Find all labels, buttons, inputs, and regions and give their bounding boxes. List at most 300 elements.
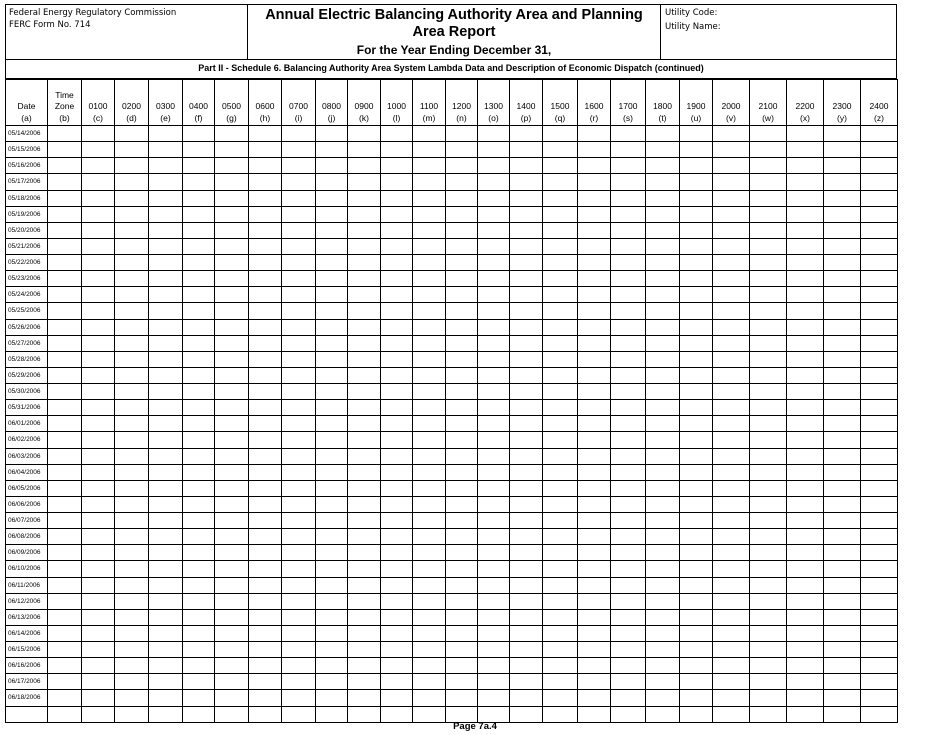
lambda-value-cell[interactable] xyxy=(478,126,510,142)
lambda-value-cell[interactable] xyxy=(611,367,646,383)
lambda-value-cell[interactable] xyxy=(510,158,543,174)
lambda-value-cell[interactable] xyxy=(824,158,861,174)
lambda-value-cell[interactable] xyxy=(750,126,787,142)
lambda-value-cell[interactable] xyxy=(543,222,578,238)
lambda-value-cell[interactable] xyxy=(381,303,413,319)
lambda-value-cell[interactable] xyxy=(478,190,510,206)
lambda-value-cell[interactable] xyxy=(282,609,316,625)
lambda-value-cell[interactable] xyxy=(478,400,510,416)
lambda-value-cell[interactable] xyxy=(787,238,824,254)
lambda-value-cell[interactable] xyxy=(183,287,215,303)
lambda-value-cell[interactable] xyxy=(348,464,381,480)
lambda-value-cell[interactable] xyxy=(348,642,381,658)
lambda-value-cell[interactable] xyxy=(510,206,543,222)
lambda-value-cell[interactable] xyxy=(478,142,510,158)
lambda-value-cell[interactable] xyxy=(348,400,381,416)
lambda-value-cell[interactable] xyxy=(646,319,680,335)
lambda-value-cell[interactable] xyxy=(713,529,750,545)
lambda-value-cell[interactable] xyxy=(282,577,316,593)
lambda-value-cell[interactable] xyxy=(824,400,861,416)
lambda-value-cell[interactable] xyxy=(543,255,578,271)
lambda-value-cell[interactable] xyxy=(215,609,249,625)
lambda-value-cell[interactable] xyxy=(750,400,787,416)
time-zone-cell[interactable] xyxy=(48,690,82,706)
lambda-value-cell[interactable] xyxy=(183,593,215,609)
lambda-value-cell[interactable] xyxy=(478,255,510,271)
lambda-value-cell[interactable] xyxy=(611,464,646,480)
lambda-value-cell[interactable] xyxy=(316,496,348,512)
lambda-value-cell[interactable] xyxy=(478,642,510,658)
lambda-value-cell[interactable] xyxy=(713,561,750,577)
lambda-value-cell[interactable] xyxy=(149,690,183,706)
lambda-value-cell[interactable] xyxy=(787,432,824,448)
lambda-value-cell[interactable] xyxy=(578,158,611,174)
lambda-value-cell[interactable] xyxy=(750,287,787,303)
lambda-value-cell[interactable] xyxy=(82,577,115,593)
lambda-value-cell[interactable] xyxy=(787,464,824,480)
lambda-value-cell[interactable] xyxy=(478,496,510,512)
lambda-value-cell[interactable] xyxy=(82,271,115,287)
lambda-value-cell[interactable] xyxy=(149,367,183,383)
lambda-value-cell[interactable] xyxy=(115,174,149,190)
lambda-value-cell[interactable] xyxy=(578,480,611,496)
lambda-value-cell[interactable] xyxy=(713,367,750,383)
lambda-value-cell[interactable] xyxy=(82,561,115,577)
lambda-value-cell[interactable] xyxy=(249,432,282,448)
lambda-value-cell[interactable] xyxy=(611,400,646,416)
lambda-value-cell[interactable] xyxy=(611,642,646,658)
lambda-value-cell[interactable] xyxy=(543,351,578,367)
lambda-value-cell[interactable] xyxy=(183,545,215,561)
lambda-value-cell[interactable] xyxy=(646,335,680,351)
lambda-value-cell[interactable] xyxy=(787,706,824,722)
lambda-value-cell[interactable] xyxy=(183,174,215,190)
lambda-value-cell[interactable] xyxy=(115,625,149,641)
lambda-value-cell[interactable] xyxy=(381,577,413,593)
lambda-value-cell[interactable] xyxy=(82,335,115,351)
lambda-value-cell[interactable] xyxy=(413,384,446,400)
lambda-value-cell[interactable] xyxy=(861,577,898,593)
lambda-value-cell[interactable] xyxy=(611,271,646,287)
lambda-value-cell[interactable] xyxy=(713,690,750,706)
time-zone-cell[interactable] xyxy=(48,513,82,529)
lambda-value-cell[interactable] xyxy=(446,367,478,383)
lambda-value-cell[interactable] xyxy=(646,351,680,367)
lambda-value-cell[interactable] xyxy=(824,190,861,206)
lambda-value-cell[interactable] xyxy=(713,206,750,222)
lambda-value-cell[interactable] xyxy=(348,190,381,206)
lambda-value-cell[interactable] xyxy=(478,416,510,432)
lambda-value-cell[interactable] xyxy=(183,496,215,512)
lambda-value-cell[interactable] xyxy=(249,561,282,577)
lambda-value-cell[interactable] xyxy=(183,271,215,287)
lambda-value-cell[interactable] xyxy=(249,222,282,238)
lambda-value-cell[interactable] xyxy=(115,706,149,722)
lambda-value-cell[interactable] xyxy=(824,271,861,287)
lambda-value-cell[interactable] xyxy=(611,142,646,158)
lambda-value-cell[interactable] xyxy=(713,351,750,367)
lambda-value-cell[interactable] xyxy=(183,335,215,351)
lambda-value-cell[interactable] xyxy=(787,222,824,238)
lambda-value-cell[interactable] xyxy=(750,303,787,319)
lambda-value-cell[interactable] xyxy=(787,690,824,706)
lambda-value-cell[interactable] xyxy=(115,690,149,706)
lambda-value-cell[interactable] xyxy=(646,609,680,625)
lambda-value-cell[interactable] xyxy=(282,464,316,480)
lambda-value-cell[interactable] xyxy=(381,496,413,512)
lambda-value-cell[interactable] xyxy=(282,271,316,287)
lambda-value-cell[interactable] xyxy=(413,577,446,593)
lambda-value-cell[interactable] xyxy=(149,400,183,416)
lambda-value-cell[interactable] xyxy=(115,432,149,448)
lambda-value-cell[interactable] xyxy=(446,674,478,690)
lambda-value-cell[interactable] xyxy=(413,158,446,174)
lambda-value-cell[interactable] xyxy=(861,190,898,206)
lambda-value-cell[interactable] xyxy=(282,222,316,238)
lambda-value-cell[interactable] xyxy=(510,432,543,448)
lambda-value-cell[interactable] xyxy=(713,706,750,722)
lambda-value-cell[interactable] xyxy=(215,367,249,383)
lambda-value-cell[interactable] xyxy=(413,496,446,512)
lambda-value-cell[interactable] xyxy=(611,690,646,706)
lambda-value-cell[interactable] xyxy=(316,448,348,464)
lambda-value-cell[interactable] xyxy=(713,513,750,529)
lambda-value-cell[interactable] xyxy=(510,593,543,609)
lambda-value-cell[interactable] xyxy=(413,545,446,561)
time-zone-cell[interactable] xyxy=(48,496,82,512)
lambda-value-cell[interactable] xyxy=(282,690,316,706)
lambda-value-cell[interactable] xyxy=(543,335,578,351)
lambda-value-cell[interactable] xyxy=(149,271,183,287)
lambda-value-cell[interactable] xyxy=(149,384,183,400)
lambda-value-cell[interactable] xyxy=(787,416,824,432)
lambda-value-cell[interactable] xyxy=(446,642,478,658)
lambda-value-cell[interactable] xyxy=(824,496,861,512)
lambda-value-cell[interactable] xyxy=(115,561,149,577)
lambda-value-cell[interactable] xyxy=(543,529,578,545)
lambda-value-cell[interactable] xyxy=(446,416,478,432)
lambda-value-cell[interactable] xyxy=(680,642,713,658)
lambda-value-cell[interactable] xyxy=(446,238,478,254)
lambda-value-cell[interactable] xyxy=(446,126,478,142)
lambda-value-cell[interactable] xyxy=(680,319,713,335)
lambda-value-cell[interactable] xyxy=(578,577,611,593)
lambda-value-cell[interactable] xyxy=(646,480,680,496)
lambda-value-cell[interactable] xyxy=(282,158,316,174)
lambda-value-cell[interactable] xyxy=(787,658,824,674)
lambda-value-cell[interactable] xyxy=(413,625,446,641)
lambda-value-cell[interactable] xyxy=(82,126,115,142)
lambda-value-cell[interactable] xyxy=(348,416,381,432)
lambda-value-cell[interactable] xyxy=(82,416,115,432)
lambda-value-cell[interactable] xyxy=(348,351,381,367)
lambda-value-cell[interactable] xyxy=(611,593,646,609)
lambda-value-cell[interactable] xyxy=(861,271,898,287)
lambda-value-cell[interactable] xyxy=(510,367,543,383)
lambda-value-cell[interactable] xyxy=(215,238,249,254)
lambda-value-cell[interactable] xyxy=(750,174,787,190)
lambda-value-cell[interactable] xyxy=(787,561,824,577)
lambda-value-cell[interactable] xyxy=(646,367,680,383)
lambda-value-cell[interactable] xyxy=(82,319,115,335)
lambda-value-cell[interactable] xyxy=(413,706,446,722)
lambda-value-cell[interactable] xyxy=(115,319,149,335)
lambda-value-cell[interactable] xyxy=(680,432,713,448)
lambda-value-cell[interactable] xyxy=(115,609,149,625)
lambda-value-cell[interactable] xyxy=(348,255,381,271)
lambda-value-cell[interactable] xyxy=(149,158,183,174)
lambda-value-cell[interactable] xyxy=(215,480,249,496)
lambda-value-cell[interactable] xyxy=(478,238,510,254)
lambda-value-cell[interactable] xyxy=(543,367,578,383)
lambda-value-cell[interactable] xyxy=(316,593,348,609)
lambda-value-cell[interactable] xyxy=(413,255,446,271)
lambda-value-cell[interactable] xyxy=(578,642,611,658)
lambda-value-cell[interactable] xyxy=(115,384,149,400)
lambda-value-cell[interactable] xyxy=(787,367,824,383)
lambda-value-cell[interactable] xyxy=(215,335,249,351)
lambda-value-cell[interactable] xyxy=(348,222,381,238)
lambda-value-cell[interactable] xyxy=(510,480,543,496)
lambda-value-cell[interactable] xyxy=(215,674,249,690)
lambda-value-cell[interactable] xyxy=(713,303,750,319)
lambda-value-cell[interactable] xyxy=(115,480,149,496)
lambda-value-cell[interactable] xyxy=(348,367,381,383)
lambda-value-cell[interactable] xyxy=(713,448,750,464)
lambda-value-cell[interactable] xyxy=(82,642,115,658)
lambda-value-cell[interactable] xyxy=(183,513,215,529)
lambda-value-cell[interactable] xyxy=(149,545,183,561)
lambda-value-cell[interactable] xyxy=(282,480,316,496)
lambda-value-cell[interactable] xyxy=(578,174,611,190)
lambda-value-cell[interactable] xyxy=(646,496,680,512)
lambda-value-cell[interactable] xyxy=(713,496,750,512)
lambda-value-cell[interactable] xyxy=(115,496,149,512)
lambda-value-cell[interactable] xyxy=(316,416,348,432)
lambda-value-cell[interactable] xyxy=(381,142,413,158)
lambda-value-cell[interactable] xyxy=(249,158,282,174)
lambda-value-cell[interactable] xyxy=(183,351,215,367)
time-zone-cell[interactable] xyxy=(48,642,82,658)
lambda-value-cell[interactable] xyxy=(348,690,381,706)
lambda-value-cell[interactable] xyxy=(713,384,750,400)
lambda-value-cell[interactable] xyxy=(149,190,183,206)
lambda-value-cell[interactable] xyxy=(413,206,446,222)
lambda-value-cell[interactable] xyxy=(215,126,249,142)
lambda-value-cell[interactable] xyxy=(316,238,348,254)
lambda-value-cell[interactable] xyxy=(348,319,381,335)
lambda-value-cell[interactable] xyxy=(611,174,646,190)
lambda-value-cell[interactable] xyxy=(348,561,381,577)
lambda-value-cell[interactable] xyxy=(646,642,680,658)
lambda-value-cell[interactable] xyxy=(646,464,680,480)
lambda-value-cell[interactable] xyxy=(249,593,282,609)
lambda-value-cell[interactable] xyxy=(82,351,115,367)
lambda-value-cell[interactable] xyxy=(680,625,713,641)
lambda-value-cell[interactable] xyxy=(82,400,115,416)
lambda-value-cell[interactable] xyxy=(446,255,478,271)
lambda-value-cell[interactable] xyxy=(446,190,478,206)
lambda-value-cell[interactable] xyxy=(510,690,543,706)
lambda-value-cell[interactable] xyxy=(348,238,381,254)
lambda-value-cell[interactable] xyxy=(510,222,543,238)
lambda-value-cell[interactable] xyxy=(646,690,680,706)
lambda-value-cell[interactable] xyxy=(611,416,646,432)
lambda-value-cell[interactable] xyxy=(316,158,348,174)
lambda-value-cell[interactable] xyxy=(413,335,446,351)
lambda-value-cell[interactable] xyxy=(510,351,543,367)
lambda-value-cell[interactable] xyxy=(115,271,149,287)
lambda-value-cell[interactable] xyxy=(413,529,446,545)
lambda-value-cell[interactable] xyxy=(680,577,713,593)
lambda-value-cell[interactable] xyxy=(646,238,680,254)
lambda-value-cell[interactable] xyxy=(478,577,510,593)
lambda-value-cell[interactable] xyxy=(543,416,578,432)
lambda-value-cell[interactable] xyxy=(215,400,249,416)
lambda-value-cell[interactable] xyxy=(115,142,149,158)
lambda-value-cell[interactable] xyxy=(713,255,750,271)
lambda-value-cell[interactable] xyxy=(543,190,578,206)
lambda-value-cell[interactable] xyxy=(824,577,861,593)
lambda-value-cell[interactable] xyxy=(861,674,898,690)
lambda-value-cell[interactable] xyxy=(861,174,898,190)
lambda-value-cell[interactable] xyxy=(82,432,115,448)
lambda-value-cell[interactable] xyxy=(861,513,898,529)
lambda-value-cell[interactable] xyxy=(478,335,510,351)
lambda-value-cell[interactable] xyxy=(149,529,183,545)
lambda-value-cell[interactable] xyxy=(787,206,824,222)
lambda-value-cell[interactable] xyxy=(750,706,787,722)
lambda-value-cell[interactable] xyxy=(282,400,316,416)
time-zone-cell[interactable] xyxy=(48,577,82,593)
lambda-value-cell[interactable] xyxy=(348,432,381,448)
lambda-value-cell[interactable] xyxy=(611,384,646,400)
lambda-value-cell[interactable] xyxy=(215,561,249,577)
lambda-value-cell[interactable] xyxy=(787,513,824,529)
lambda-value-cell[interactable] xyxy=(543,303,578,319)
lambda-value-cell[interactable] xyxy=(149,287,183,303)
lambda-value-cell[interactable] xyxy=(82,706,115,722)
lambda-value-cell[interactable] xyxy=(646,706,680,722)
lambda-value-cell[interactable] xyxy=(381,367,413,383)
lambda-value-cell[interactable] xyxy=(115,529,149,545)
lambda-value-cell[interactable] xyxy=(578,658,611,674)
lambda-value-cell[interactable] xyxy=(381,464,413,480)
lambda-value-cell[interactable] xyxy=(348,287,381,303)
time-zone-cell[interactable] xyxy=(48,593,82,609)
lambda-value-cell[interactable] xyxy=(543,496,578,512)
lambda-value-cell[interactable] xyxy=(543,158,578,174)
lambda-value-cell[interactable] xyxy=(249,642,282,658)
lambda-value-cell[interactable] xyxy=(578,625,611,641)
lambda-value-cell[interactable] xyxy=(316,319,348,335)
lambda-value-cell[interactable] xyxy=(787,271,824,287)
lambda-value-cell[interactable] xyxy=(348,496,381,512)
lambda-value-cell[interactable] xyxy=(249,142,282,158)
lambda-value-cell[interactable] xyxy=(215,464,249,480)
lambda-value-cell[interactable] xyxy=(578,351,611,367)
lambda-value-cell[interactable] xyxy=(446,222,478,238)
lambda-value-cell[interactable] xyxy=(750,690,787,706)
lambda-value-cell[interactable] xyxy=(787,545,824,561)
lambda-value-cell[interactable] xyxy=(215,529,249,545)
lambda-value-cell[interactable] xyxy=(115,545,149,561)
lambda-value-cell[interactable] xyxy=(115,303,149,319)
lambda-value-cell[interactable] xyxy=(215,625,249,641)
lambda-value-cell[interactable] xyxy=(824,206,861,222)
lambda-value-cell[interactable] xyxy=(82,190,115,206)
lambda-value-cell[interactable] xyxy=(543,577,578,593)
lambda-value-cell[interactable] xyxy=(446,706,478,722)
lambda-value-cell[interactable] xyxy=(861,158,898,174)
lambda-value-cell[interactable] xyxy=(750,561,787,577)
lambda-value-cell[interactable] xyxy=(215,351,249,367)
lambda-value-cell[interactable] xyxy=(82,222,115,238)
lambda-value-cell[interactable] xyxy=(787,190,824,206)
lambda-value-cell[interactable] xyxy=(446,142,478,158)
lambda-value-cell[interactable] xyxy=(646,529,680,545)
lambda-value-cell[interactable] xyxy=(510,400,543,416)
lambda-value-cell[interactable] xyxy=(348,609,381,625)
lambda-value-cell[interactable] xyxy=(680,529,713,545)
lambda-value-cell[interactable] xyxy=(282,529,316,545)
lambda-value-cell[interactable] xyxy=(824,464,861,480)
lambda-value-cell[interactable] xyxy=(183,448,215,464)
lambda-value-cell[interactable] xyxy=(215,432,249,448)
lambda-value-cell[interactable] xyxy=(543,593,578,609)
lambda-value-cell[interactable] xyxy=(348,480,381,496)
lambda-value-cell[interactable] xyxy=(510,384,543,400)
lambda-value-cell[interactable] xyxy=(381,513,413,529)
lambda-value-cell[interactable] xyxy=(646,142,680,158)
lambda-value-cell[interactable] xyxy=(413,561,446,577)
lambda-value-cell[interactable] xyxy=(861,464,898,480)
lambda-value-cell[interactable] xyxy=(316,480,348,496)
lambda-value-cell[interactable] xyxy=(149,609,183,625)
time-zone-cell[interactable] xyxy=(48,271,82,287)
lambda-value-cell[interactable] xyxy=(510,625,543,641)
lambda-value-cell[interactable] xyxy=(861,351,898,367)
lambda-value-cell[interactable] xyxy=(215,271,249,287)
lambda-value-cell[interactable] xyxy=(413,432,446,448)
lambda-value-cell[interactable] xyxy=(713,319,750,335)
lambda-value-cell[interactable] xyxy=(824,625,861,641)
lambda-value-cell[interactable] xyxy=(510,271,543,287)
lambda-value-cell[interactable] xyxy=(824,480,861,496)
lambda-value-cell[interactable] xyxy=(713,271,750,287)
lambda-value-cell[interactable] xyxy=(183,690,215,706)
lambda-value-cell[interactable] xyxy=(578,335,611,351)
time-zone-cell[interactable] xyxy=(48,706,82,722)
lambda-value-cell[interactable] xyxy=(446,432,478,448)
lambda-value-cell[interactable] xyxy=(149,222,183,238)
lambda-value-cell[interactable] xyxy=(348,384,381,400)
lambda-value-cell[interactable] xyxy=(82,206,115,222)
lambda-value-cell[interactable] xyxy=(578,287,611,303)
lambda-value-cell[interactable] xyxy=(183,384,215,400)
lambda-value-cell[interactable] xyxy=(82,158,115,174)
lambda-value-cell[interactable] xyxy=(478,706,510,722)
lambda-value-cell[interactable] xyxy=(316,513,348,529)
lambda-value-cell[interactable] xyxy=(149,351,183,367)
lambda-value-cell[interactable] xyxy=(611,545,646,561)
lambda-value-cell[interactable] xyxy=(249,206,282,222)
lambda-value-cell[interactable] xyxy=(787,496,824,512)
lambda-value-cell[interactable] xyxy=(680,303,713,319)
time-zone-cell[interactable] xyxy=(48,658,82,674)
lambda-value-cell[interactable] xyxy=(348,158,381,174)
lambda-value-cell[interactable] xyxy=(750,513,787,529)
